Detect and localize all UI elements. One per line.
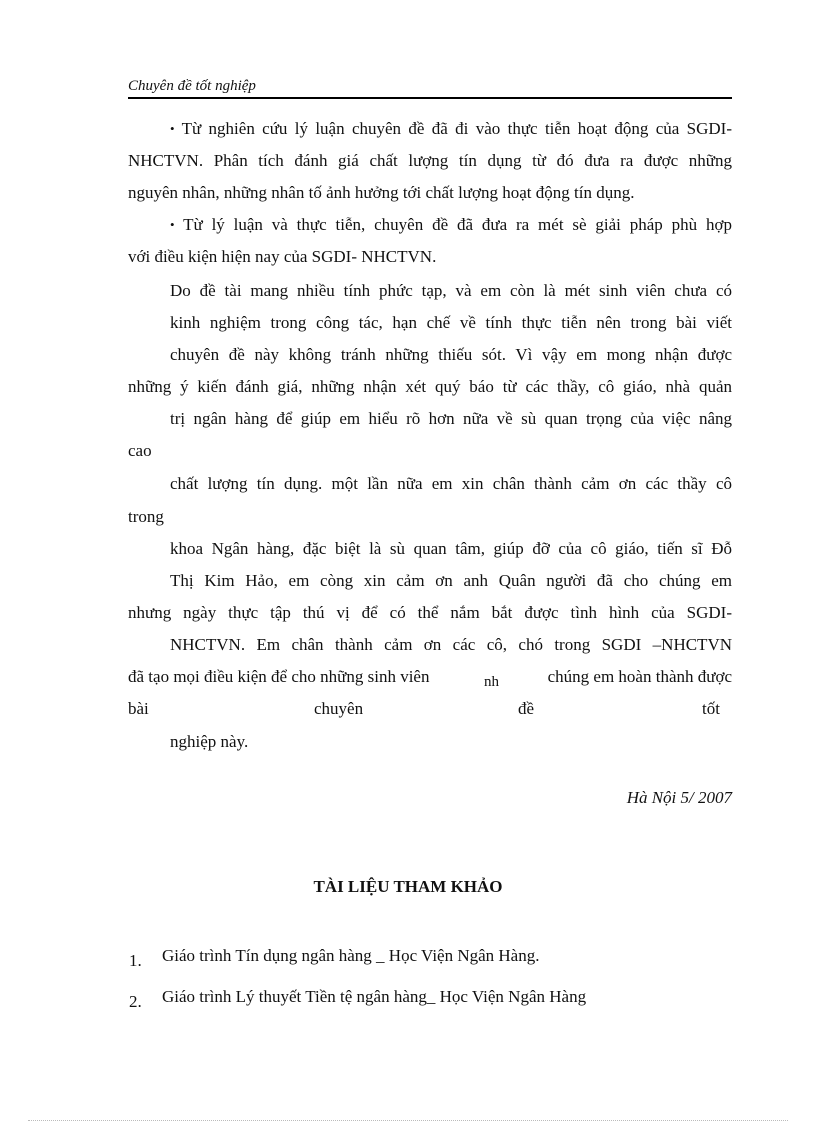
- running-header: Chuyên đề tốt nghiệp: [128, 76, 732, 99]
- page-bottom-divider: [28, 1120, 788, 1121]
- paragraph-line-14-word-2: chuyên: [314, 699, 364, 718]
- text: Từ lý luận và thực tiễn, chuyên đề đã đưa ra mét sè giải pháp phù hợp: [183, 215, 733, 234]
- paragraph-line-15: nghiệp này.: [170, 732, 249, 751]
- paragraph-line-13-fragment: [484, 666, 499, 689]
- bullet-2-line-1: [170, 214, 732, 237]
- bullet-1-line-2: NHCTVN. Phân tích đánh giá chất lượng tín dụng từ đó đưa ra được những: [128, 151, 732, 170]
- paragraph-line-2: kinh nghiệm trong công tác, hạn chế về tính thực tiễn nên trong bài viết: [170, 313, 732, 332]
- paragraph-line-6: cao: [128, 441, 152, 460]
- paragraph-line-12: NHCTVN. Em chân thành cảm ơn các cô, chó trong SGDI –NHCTVN: [170, 635, 732, 654]
- bullet-1-line-3: nguyên nhân, những nhân tố ảnh hưởng tới chất lượng hoạt động tín dụng.: [128, 183, 635, 202]
- bullet-1-line-1: [170, 118, 732, 141]
- reference-item: Giáo trình Tín dụng ngân hàng _ Học Viện Ngân Hàng.: [162, 946, 540, 965]
- bullet-icon: •: [170, 121, 175, 136]
- reference-number: 2.: [129, 992, 142, 1011]
- paragraph-line-13b: chúng em hoàn thành được: [547, 667, 732, 686]
- paragraph-line-1: Do đề tài mang nhiều tính phức tạp, và em còn là mét sinh viên chưa có: [170, 281, 732, 300]
- paragraph-line-3: chuyên đề này không tránh những thiếu sót. Vì vậy em mong nhận được: [170, 345, 732, 364]
- paragraph-line-13a: đã tạo mọi điều kiện để cho những sinh viên: [128, 667, 430, 686]
- signature-date: Hà Nội 5/ 2007: [626, 788, 732, 807]
- paragraph-line-10: Thị Kim Hảo, em còng xin cảm ơn anh Quân người đã cho chúng em: [170, 571, 732, 590]
- paragraph-line-11: nhưng ngày thực tập thú vị để có thể nắm bắt được tình hình của SGDI-: [128, 603, 732, 622]
- reference-number: 1.: [129, 951, 142, 970]
- small-fragment: nh: [484, 674, 499, 690]
- paragraph-line-9: khoa Ngân hàng, đặc biệt là sù quan tâm, giúp đỡ của cô giáo, tiến sĩ Đỗ: [170, 539, 732, 558]
- paragraph-line-7: chất lượng tín dụng. một lần nữa em xin chân thành cảm ơn các thầy cô: [170, 474, 732, 493]
- paragraph-line-5: trị ngân hàng để giúp em hiểu rõ hơn nữa về sù quan trọng của việc nâng: [170, 409, 732, 428]
- paragraph-line-8: trong: [128, 507, 164, 526]
- paragraph-line-14-word-3: đề: [518, 699, 535, 718]
- paragraph-line-4: những ý kiến đánh giá, những nhận xét quý báo từ các thầy, cô giáo, nhà quản: [128, 377, 732, 396]
- paragraph-line-14-word-4: tốt: [702, 699, 720, 718]
- bullet-2-line-2: với điều kiện hiện nay của SGDI- NHCTVN.: [128, 247, 437, 266]
- reference-item: Giáo trình Lý thuyết Tiền tệ ngân hàng_ Học Viện Ngân Hàng: [162, 987, 587, 1006]
- paragraph-line-14-word-1: bài: [128, 699, 149, 718]
- text: Từ nghiên cứu lý luận chuyên đề đã đi vào thực tiễn hoạt động của SGDI-: [181, 119, 732, 138]
- references-heading: TÀI LIỆU THAM KHẢO: [313, 877, 503, 896]
- bullet-icon: •: [170, 217, 175, 232]
